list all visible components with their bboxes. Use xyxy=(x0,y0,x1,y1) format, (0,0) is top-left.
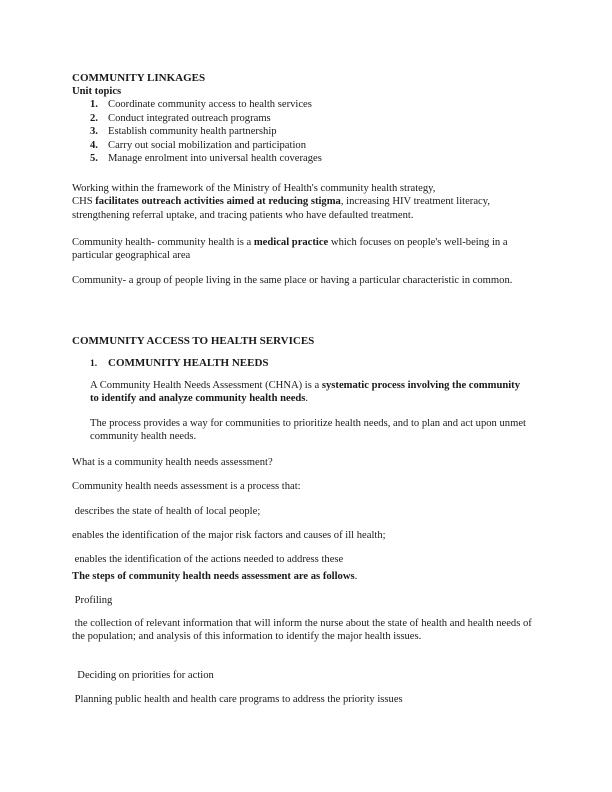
section-title-community-linkages: COMMUNITY LINKAGES xyxy=(72,72,206,84)
list-item: enables the identification of the major risk factors and causes of ill health; xyxy=(72,530,386,541)
paragraph-community-health: Community health- community health is a medical practice which focuses on people's well-being in a particular geographical area xyxy=(72,237,508,262)
list-item: 5. Manage enrolment into universal health coverages xyxy=(90,153,322,164)
intro-text: Community health needs assessment is a process that: xyxy=(72,481,301,492)
steps-heading: The steps of community health needs assessment are as follows. xyxy=(72,571,358,582)
list-item: enables the identification of the actions needed to address these xyxy=(72,554,344,565)
paragraph-chs: Working within the framework of the Ministry of Health's community health strategy, CHS facilitates outreach activities aimed at reducing stigma, increasing HIV treatment literacy, strengthening referral uptake, and tracing patients who have defaulted treatment. xyxy=(72,183,490,221)
section-title-community-access: COMMUNITY ACCESS TO HEALTH SERVICES xyxy=(72,335,315,347)
unit-topics-label: Unit topics xyxy=(72,86,122,97)
list-item: 2. Conduct integrated outreach programs xyxy=(90,112,271,124)
paragraph-process: The process provides a way for communities to prioritize health needs, and to plan and act upon unmet community health needs. xyxy=(90,418,526,443)
subsection-title: 1. COMMUNITY HEALTH NEEDS xyxy=(90,357,269,369)
paragraph-chna: A Community Health Needs Assessment (CHNA) is a systematic process involving the community to identify and analyze community health needs. xyxy=(90,380,521,405)
step-profiling: Profiling xyxy=(72,595,113,606)
step-profiling-description: the collection of relevant information that will inform the nurse about the state of health and health needs of the population; and analysis of this information to identify the major health issues. xyxy=(72,618,535,643)
unit-topics-list xyxy=(72,98,532,168)
question-text: What is a community health needs assessment? xyxy=(72,457,273,468)
list-item: 4. Carry out social mobilization and participation xyxy=(90,139,306,151)
list-item: 1. Coordinate community access to health services xyxy=(90,99,312,110)
list-item: describes the state of health of local people; xyxy=(72,506,261,517)
list-item: 3. Establish community health partnership xyxy=(90,126,277,137)
step-planning: Planning public health and health care programs to address the priority issues xyxy=(72,694,403,705)
paragraph-community-definition: Community- a group of people living in the same place or having a particular characteristic in common. xyxy=(72,275,513,286)
step-deciding: Deciding on priorities for action xyxy=(72,670,214,681)
